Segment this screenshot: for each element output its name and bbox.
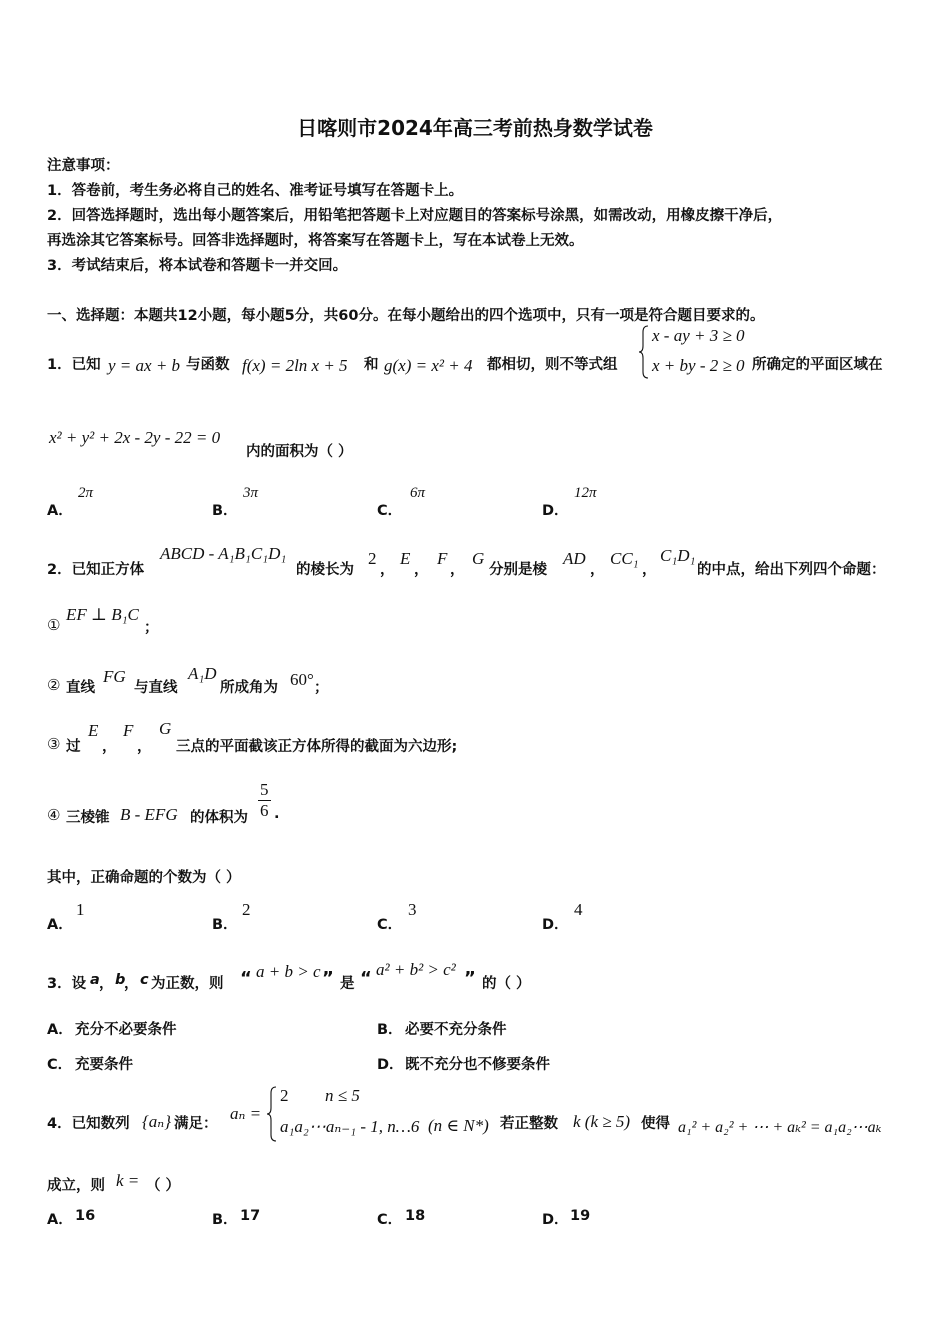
q2-math: FG: [103, 667, 126, 686]
q2-sep: ，: [414, 562, 429, 578]
option-label: C．: [377, 917, 403, 933]
proposition-marker: ④: [47, 806, 61, 824]
quote-open: “: [360, 968, 372, 989]
q1-system-line: x + by - 2 ≥ 0: [652, 356, 745, 375]
q2-sep: ，: [642, 562, 657, 578]
option-label: D．: [542, 917, 569, 933]
option-value: 3: [408, 900, 417, 919]
option-value: 19: [570, 1208, 591, 1224]
option-value: 6π: [410, 485, 426, 501]
option-value: 3π: [243, 485, 259, 501]
q2-math: B - EFG: [120, 805, 178, 824]
q4-case-value: a₁a₂⋯aₙ₋₁ - 1, n…6: [280, 1117, 420, 1136]
q2-text: .: [274, 806, 280, 822]
option-value: 2: [242, 900, 251, 919]
quote-close: ”: [322, 968, 334, 989]
q3-sep: ，: [99, 976, 114, 992]
quote-close: ”: [464, 968, 476, 989]
q4-math: (n ∈ N*): [428, 1116, 489, 1135]
q4-case-value: 2: [280, 1086, 289, 1105]
proposition-marker: ②: [47, 676, 61, 694]
q2-math: G: [159, 719, 172, 738]
q2-text: 所成角为: [220, 680, 278, 696]
q4-math: a₁² + a₂² + ⋯ + aₖ² = a₁a₂⋯aₖ: [678, 1119, 882, 1136]
q3-text: 3．设: [47, 976, 87, 992]
q1-text: 与函数: [186, 357, 230, 373]
q2-math: EF ⊥ B₁C: [66, 605, 139, 624]
q2-math: 2: [368, 549, 377, 568]
q2-stem: 其中，正确命题的个数为（ ）: [47, 870, 241, 886]
brace-icon: [266, 1085, 278, 1143]
q3-text: 是: [340, 976, 355, 992]
option-value: 4: [574, 900, 583, 919]
option-value: 充要条件: [75, 1057, 133, 1073]
q3-sep: ，: [124, 976, 139, 992]
q2-sep: ，: [137, 739, 152, 755]
q2-math: A₁D: [188, 664, 217, 683]
option-label: D．: [377, 1057, 404, 1073]
q2-math: 60°: [290, 670, 314, 689]
notice-item: 再选涂其它答案标号。回答非选择题时，将答案写在答题卡上，写在本试卷上无效。: [47, 233, 584, 249]
q4-math: k (k ≥ 5): [573, 1112, 630, 1131]
q3-var: c: [140, 972, 149, 988]
q1-text: 1．已知: [47, 357, 101, 373]
q3-text: 为正数，则: [151, 976, 224, 992]
option-value: 充分不必要条件: [75, 1022, 177, 1038]
q2-text: 的中点，给出下列四个命题：: [697, 562, 886, 578]
option-label: D．: [542, 503, 569, 519]
option-label: A．: [47, 1212, 73, 1228]
q2-math: ABCD - A₁B₁C₁D₁: [160, 544, 287, 563]
q1-text: 所确定的平面区域在: [752, 357, 883, 373]
option-value: 17: [240, 1208, 261, 1224]
option-value: 既不充分也不修要条件: [405, 1057, 550, 1073]
fraction: [258, 780, 271, 821]
q2-text: 直线: [66, 680, 95, 696]
option-label: B．: [212, 917, 238, 933]
option-label: B．: [212, 1212, 238, 1228]
q3-var: a: [90, 972, 100, 988]
q2-math: E: [400, 549, 411, 568]
option-label: C．: [377, 503, 403, 519]
option-value: 必要不充分条件: [405, 1022, 507, 1038]
q2-text: 的棱长为: [296, 562, 354, 578]
q2-math: E: [88, 721, 99, 740]
option-value: 1: [76, 900, 85, 919]
q4-math: {aₙ}: [142, 1112, 171, 1131]
option-label: A．: [47, 917, 73, 933]
fraction-numerator: 5: [260, 780, 269, 799]
option-value: 18: [405, 1208, 426, 1224]
option-value: 12π: [574, 485, 597, 501]
q2-text: ；: [314, 680, 329, 696]
option-value: 2π: [78, 485, 94, 501]
option-value: 16: [75, 1208, 96, 1224]
q2-text: 与直线: [134, 680, 178, 696]
option-label: A．: [47, 503, 73, 519]
option-label: A．: [47, 1022, 73, 1038]
q3-text: 的（ ）: [482, 976, 531, 992]
q4-text: 满足：: [174, 1116, 218, 1132]
q3-math: a + b > c: [256, 962, 321, 981]
option-label: D．: [542, 1212, 569, 1228]
q4-case-condition: n ≤ 5: [325, 1086, 360, 1105]
proposition-marker: ③: [47, 735, 61, 753]
proposition-marker: ①: [47, 616, 61, 634]
q3-var: b: [115, 972, 126, 988]
q2-text: 分别是棱: [489, 562, 547, 578]
notice-item: 2．回答选择题时，选出每小题答案后，用铅笔把答题卡上对应题目的答案标号涂黑，如需改动，用橡皮擦干净后，: [47, 208, 783, 224]
q2-text: 的体积为: [190, 810, 248, 826]
notice-item: 1．答卷前，考生务必将自己的姓名、准考证号填写在答题卡上。: [47, 183, 464, 199]
q2-sep: ，: [450, 562, 465, 578]
q2-sep: ，: [380, 562, 395, 578]
q1-text: 都相切，则不等式组: [487, 357, 618, 373]
option-label: C．: [47, 1057, 73, 1073]
q4-math: k =: [116, 1171, 140, 1190]
brace-icon: [638, 324, 650, 380]
q2-text: ；: [144, 620, 159, 636]
fraction-denominator: 6: [260, 801, 269, 820]
q2-text: 三点的平面截该正方体所得的截面为六边形;: [176, 739, 458, 755]
q2-text: 三棱锥: [66, 810, 110, 826]
q3-math: a² + b² > c²: [376, 960, 456, 979]
q2-sep: ，: [590, 562, 605, 578]
q4-text: 若正整数: [500, 1116, 558, 1132]
q2-math: F: [437, 549, 448, 568]
q2-math: C₁D₁: [660, 546, 696, 565]
q1-math: y = ax + b: [108, 356, 181, 375]
q1-math: x² + y² + 2x - 2y - 22 = 0: [49, 428, 221, 447]
option-label: B．: [377, 1022, 403, 1038]
q4-math: aₙ =: [230, 1104, 262, 1123]
q4-text: 4．已知数列: [47, 1116, 130, 1132]
option-label: C．: [377, 1212, 403, 1228]
q2-math: CC₁: [610, 549, 639, 568]
q1-text: 内的面积为（ ）: [246, 444, 353, 460]
q4-text: （ ）: [146, 1178, 181, 1194]
notice-item: 3．考试结束后，将本试卷和答题卡一并交回。: [47, 258, 348, 274]
q1-math: f(x) = 2ln x + 5: [242, 356, 348, 375]
q4-text: 使得: [641, 1116, 670, 1132]
quote-open: “: [240, 968, 252, 989]
q4-text: 成立，则: [47, 1178, 105, 1194]
q1-math: g(x) = x² + 4: [384, 356, 473, 375]
q2-math: AD: [563, 549, 586, 568]
q1-system-line: x - ay + 3 ≥ 0: [652, 326, 745, 345]
q1-text: 和: [364, 357, 379, 373]
section-heading: 一、选择题：本题共12小题，每小题5分，共60分。在每小题给出的四个选项中，只有一项是符合题目要求的。: [47, 308, 765, 324]
q2-math: G: [472, 549, 485, 568]
page-title: 日喀则市2024年高三考前热身数学试卷: [297, 116, 653, 140]
q2-sep: ，: [102, 739, 117, 755]
option-label: B．: [212, 503, 238, 519]
q2-text: 过: [66, 739, 81, 755]
q2-math: F: [123, 721, 134, 740]
notice-heading: 注意事项：: [47, 158, 120, 174]
q2-text: 2．已知正方体: [47, 562, 145, 578]
